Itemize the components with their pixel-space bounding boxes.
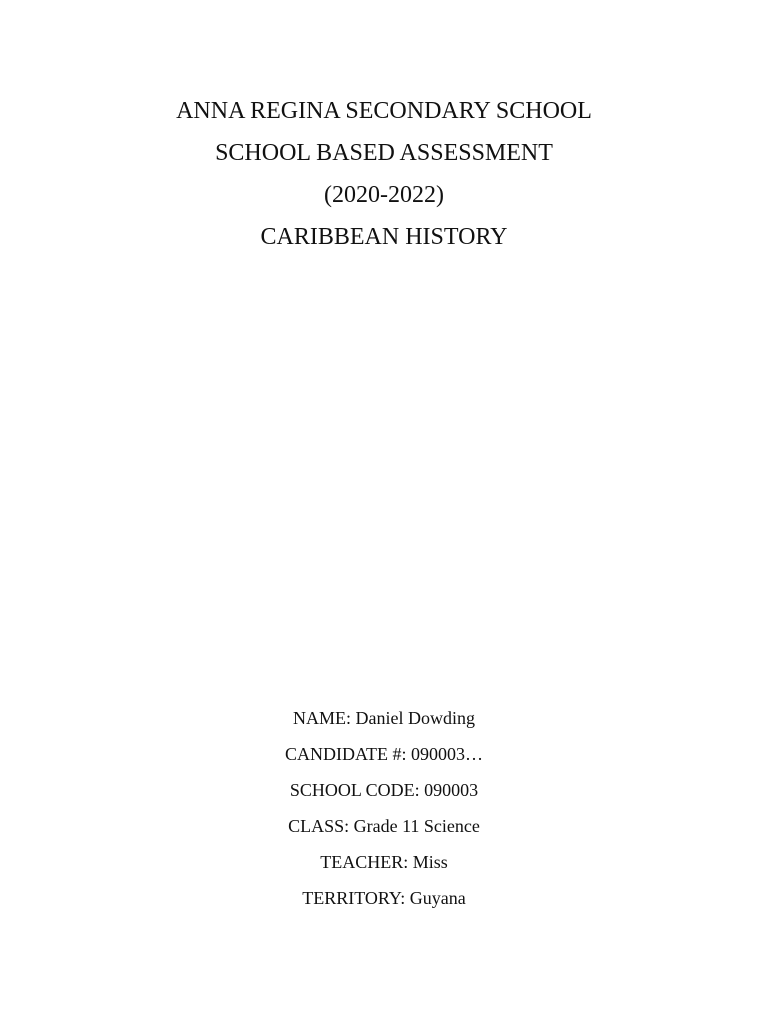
teacher-info: TEACHER: Miss [320,852,448,872]
cover-title-block [0,90,768,258]
school-name: ANNA REGINA SECONDARY SCHOOL [176,98,592,124]
candidate-number: CANDIDATE #: 090003… [285,744,483,764]
school-code: SCHOOL CODE: 090003 [289,780,479,800]
class-info: CLASS: Grade 11 Science [288,816,480,836]
assessment-type: SCHOOL BASED ASSESSMENT [215,140,553,166]
candidate-name: NAME: Daniel Dowding [293,708,475,728]
subject-title: CARIBBEAN HISTORY [260,224,508,250]
candidate-info-block [0,700,768,916]
assessment-years: (2020-2022) [324,182,444,208]
territory-info: TERRITORY: Guyana [302,888,466,908]
